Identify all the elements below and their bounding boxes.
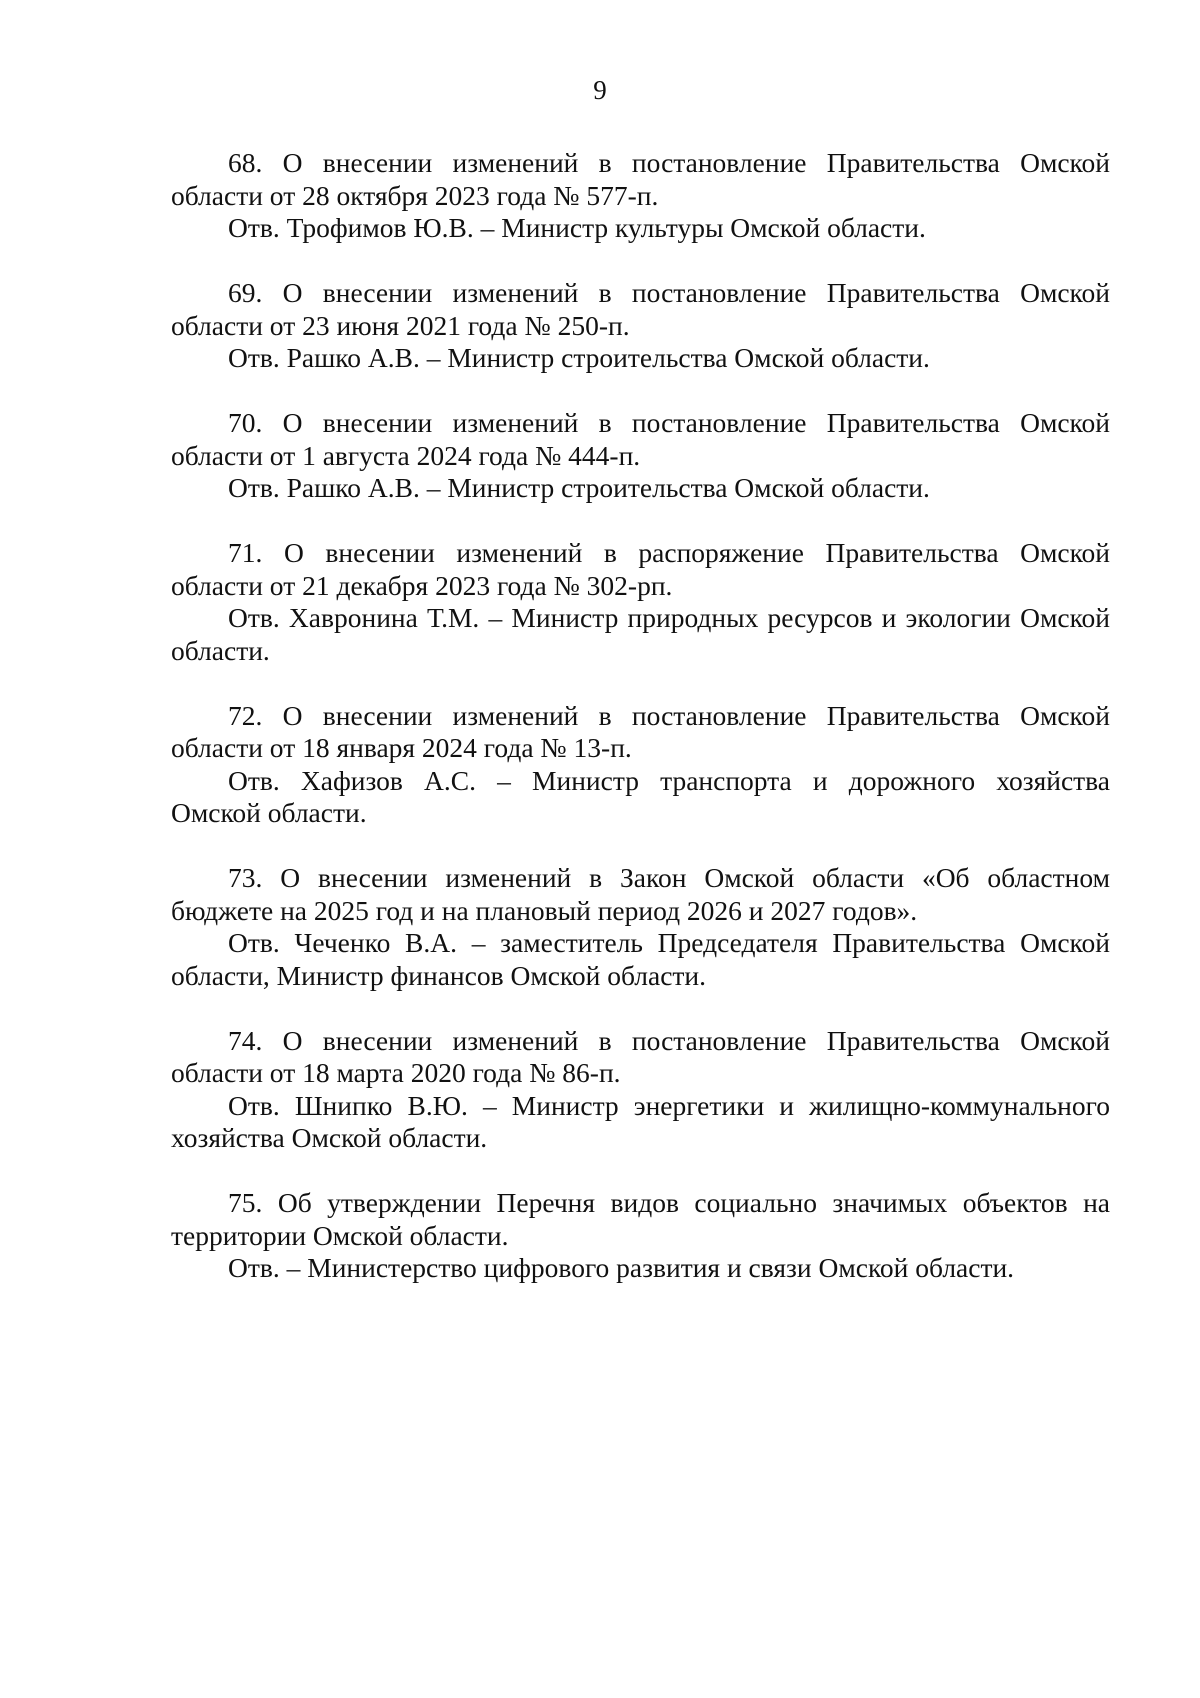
- item-title-line-1: 69. О внесении изменений в постановление Правительства Омской: [228, 277, 1110, 308]
- item-responsible-line-2: области, Министр финансов Омской области.: [171, 959, 707, 991]
- item-title-line-1: 72. О внесении изменений в постановление Правительства Омской: [228, 699, 1110, 731]
- item-title-line-1: 74. О внесении изменений в постановление Правительства Омской: [228, 1024, 1110, 1056]
- item-responsible-line-1: Отв. Хавронина Т.М. – Министр природных ресурсов и экологии Омской: [228, 602, 1110, 633]
- item-title-line-2: области от 18 марта 2020 года № 86-п.: [171, 1057, 621, 1088]
- page-number: 9: [593, 75, 607, 105]
- item-title-line-1: 73. О внесении изменений в Закон Омской области «Об областном: [228, 862, 1110, 893]
- item-responsible: [171, 765, 1110, 798]
- item-responsible-cont: [171, 1122, 1110, 1155]
- item-responsible-cont: [171, 635, 1110, 668]
- item-title-line-2: области от 1 августа 2024 года № 444-п.: [171, 439, 641, 471]
- item-title: [171, 277, 1110, 310]
- item-responsible: [171, 1090, 1110, 1123]
- item-title: [171, 1187, 1110, 1220]
- item-responsible-cont: [171, 797, 1110, 830]
- item-title: [171, 407, 1110, 440]
- item-responsible-cont: [171, 960, 1110, 993]
- item-responsible-line-1: Отв. – Министерство цифрового развития и связи Омской области.: [228, 1252, 1015, 1283]
- agenda-item-73: [171, 862, 1110, 992]
- item-responsible: [171, 472, 1110, 505]
- item-title-cont: [171, 440, 1110, 473]
- item-title: [171, 1025, 1110, 1058]
- item-responsible: [171, 342, 1110, 375]
- item-title-line-2: области от 28 октября 2023 года № 577-п.: [171, 179, 659, 211]
- item-title-cont: [171, 732, 1110, 765]
- agenda-item-72: [171, 700, 1110, 830]
- item-responsible: [171, 602, 1110, 635]
- item-responsible-line-2: хозяйства Омской области.: [171, 1122, 488, 1153]
- item-title-cont: [171, 1057, 1110, 1090]
- item-title-line-2: территории Омской области.: [171, 1219, 509, 1251]
- item-responsible-line-1: Отв. Чеченко В.А. – заместитель Председателя Правительства Омской: [228, 927, 1110, 958]
- item-responsible: [171, 927, 1110, 960]
- agenda-item-70: [171, 407, 1110, 505]
- item-title: [171, 537, 1110, 570]
- item-title-cont: [171, 895, 1110, 928]
- item-responsible-line-1: Отв. Трофимов Ю.В. – Министр культуры Омской области.: [228, 212, 926, 243]
- item-title-line-2: области от 18 января 2024 года № 13-п.: [171, 732, 632, 763]
- item-title-line-1: 75. Об утверждении Перечня видов социально значимых объектов на: [228, 1187, 1110, 1218]
- item-title-line-1: 68. О внесении изменений в постановление Правительства Омской: [228, 147, 1110, 178]
- item-title-line-1: 70. О внесении изменений в постановление Правительства Омской: [228, 407, 1110, 438]
- item-responsible-line-1: Отв. Рашко А.В. – Министр строительства Омской области.: [228, 472, 930, 503]
- item-responsible: [171, 212, 1110, 245]
- agenda-item-71: [171, 537, 1110, 667]
- item-title-cont: [171, 1220, 1110, 1253]
- agenda-item-68: [171, 147, 1110, 245]
- item-title: [171, 862, 1110, 895]
- item-title-cont: [171, 180, 1110, 213]
- item-title: [171, 700, 1110, 733]
- agenda-list: [171, 147, 1110, 1317]
- item-responsible-line-2: области.: [171, 634, 270, 666]
- agenda-item-75: [171, 1187, 1110, 1285]
- item-title-line-1: 71. О внесении изменений в распоряжение Правительства Омской: [228, 537, 1110, 568]
- item-responsible-line-1: Отв. Рашко А.В. – Министр строительства Омской области.: [228, 342, 930, 373]
- item-responsible-line-1: Отв. Хафизов А.С. – Министр транспорта и дорожного хозяйства: [228, 764, 1110, 796]
- item-title-cont: [171, 570, 1110, 603]
- item-responsible-line-2: Омской области.: [171, 797, 367, 828]
- item-title-line-2: области от 23 июня 2021 года № 250-п.: [171, 309, 630, 341]
- item-title-line-2: области от 21 декабря 2023 года № 302-рп.: [171, 569, 673, 601]
- item-responsible-line-1: Отв. Шнипко В.Ю. – Министр энергетики и жилищно-коммунального: [228, 1089, 1110, 1121]
- agenda-item-69: [171, 277, 1110, 375]
- item-title-line-2: бюджете на 2025 год и на плановый период 2026 и 2027 годов».: [171, 894, 918, 926]
- item-title-cont: [171, 310, 1110, 343]
- item-title: [171, 147, 1110, 180]
- agenda-item-74: [171, 1025, 1110, 1155]
- item-responsible: [171, 1252, 1110, 1285]
